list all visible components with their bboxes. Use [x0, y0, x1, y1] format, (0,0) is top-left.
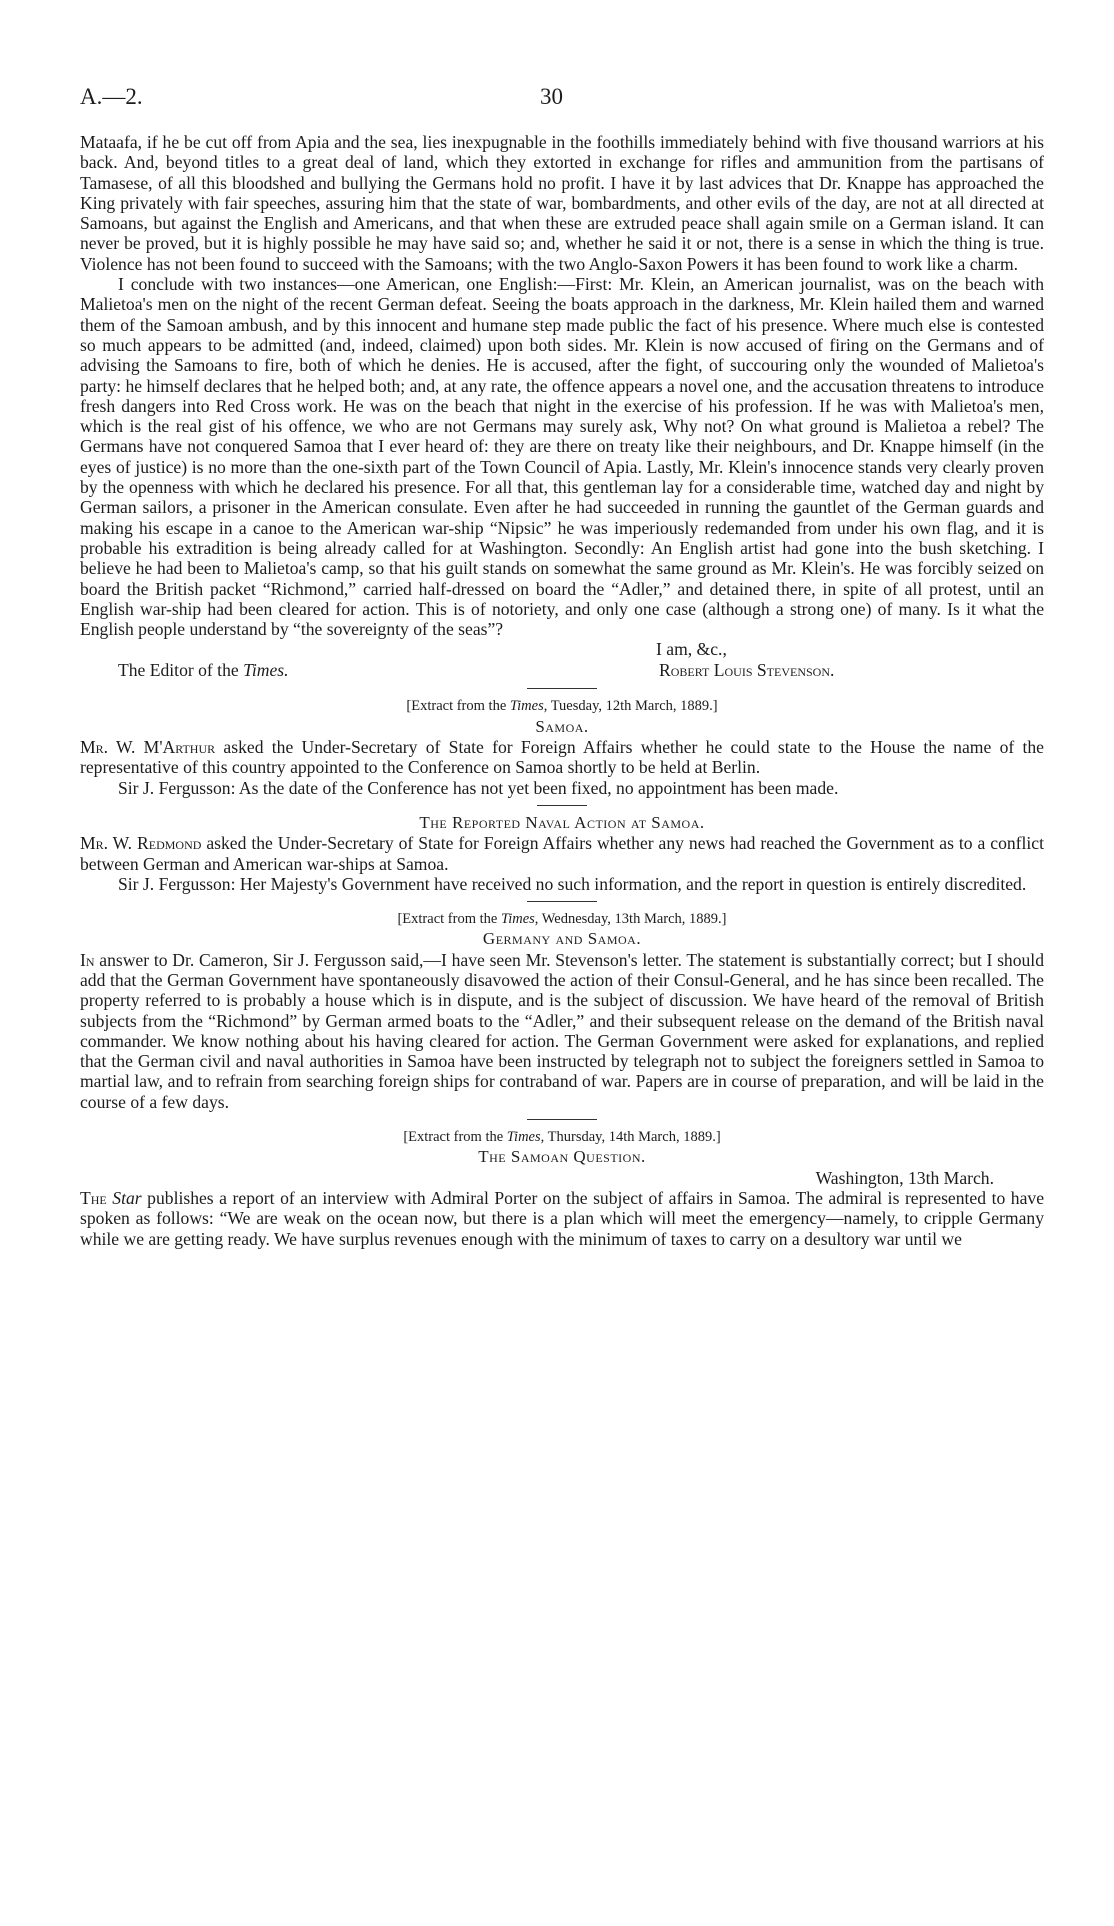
letter-paragraph-1: Mataafa, if he be cut off from Apia and the sea, lies inexpugnable in the foothills immediately behind with five thousand warriors at his back. And, beyond titles to a great deal of land, which they extorted in exchange for rifles and ammunition from the partisans of Tamasese, of all this bloodshed and bullying the Germans hold no profit. I have it by last advices that Dr. Knappe has approached the King privately with fair speeches, assuring him that the state of war, bombardments, and other evils of the day, are not at all directed at Samoans, but against the English and Americans, and that when these are extruded peace shall again smile on a German island. It can never be proved, but it is highly possible he may have said so; and, whether he said it or not, there is a sense in which the thing is true. Violence has not been found to succeed with the Samoans; with the two Anglo-Saxon Powers it has been found to work like a charm.	[80, 132, 1044, 274]
letter-signature: Robert Louis Stevenson.	[659, 660, 835, 681]
question-paragraph-2: Mr. W. Redmond asked the Under-Secretary of State for Foreign Affairs whether any news had reached the Government as to a conflict between German and American war-ships at Samoa.	[80, 833, 1045, 874]
question-paragraph-1: Mr. W. M'Arthur asked the Under-Secretary of State for Foreign Affairs whether he could state to the House the name of the representative of this country appointed to the Conference on Samoa shortly to be held at Berlin.	[80, 737, 1044, 778]
section-heading-samoa: Samoa.	[535, 716, 589, 736]
letter-closing: I am, &c.,	[656, 639, 727, 660]
extract-header-1: [Extract from the Times, Tuesday, 12th March, 1889.]	[406, 698, 718, 715]
statement-paragraph: In answer to Dr. Cameron, Sir J. Fergusson said,—I have seen Mr. Stevenson's letter. The statement is substantially correct; but I should add that the German Government have spontaneously disavowed the action of their Consul-General, and he has since been recalled. The property referred to is probably a house which is in dispute, and is the subject of discussion. We have heard of the removal of British subjects from the “Richmond” by German armed boats to the “Adler,” and their subsequent release on the demand of the British naval commander. We know nothing about his having cleared for action. The German Government were asked for explanations, and replied that the German civil and naval authorities in Samoa have been instructed by telegraph not to subject the foreigners settled in Samoa to martial law, and to refrain from searching foreign ships for contraband of war. Papers are in course of preparation, and will be laid in the course of a few days.	[80, 949, 1044, 1112]
extract-header-2: [Extract from the Times, Wednesday, 13th March, 1889.]	[397, 911, 727, 928]
extract-header-3: [Extract from the Times, Thursday, 14th March, 1889.]	[403, 1129, 721, 1146]
divider-rule	[527, 901, 597, 902]
answer-paragraph-2: Sir J. Fergusson: Her Majesty's Government have received no such information, and the report in question is entirely discredited.	[118, 873, 1027, 894]
page-identifier: A.—2.	[80, 84, 143, 109]
section-heading-germany-samoa: Germany and Samoa.	[482, 929, 642, 949]
divider-rule	[527, 1119, 597, 1120]
answer-paragraph-1: Sir J. Fergusson: As the date of the Conference has not yet been fixed, no appointment has been made.	[118, 777, 839, 798]
letter-closing-row	[80, 639, 1044, 660]
page-number: 30	[540, 84, 563, 109]
report-paragraph: The Star publishes a report of an interview with Admiral Porter on the subject of affairs in Samoa. The admiral is represented to have spoken as follows: “We are weak on the ocean now, but there is a plan which will meet the emergency—namely, to cripple Germany while we are getting ready. We have surplus revenues enough with the minimum of taxes to carry on a desultory war until we	[80, 1187, 1044, 1249]
letter-signature-row	[80, 660, 1044, 681]
divider-rule	[527, 688, 597, 689]
body-text	[80, 132, 1044, 1249]
section-heading-naval-action: The Reported Naval Action at Samoa.	[419, 812, 705, 832]
letter-paragraph-2: I conclude with two instances—one American, one English:—First: Mr. Klein, an American journalist, was on the beach with Malietoa's men on the night of the recent German defeat. Seeing the boats approach in the darkness, Mr. Klein hailed them and warned them of the Samoan ambush, and by this innocent and humane step made public the fact of his presence. Where much else is contested so much appears to be admitted (and, indeed, claimed) upon both sides. Mr. Klein is now accused of firing on the Germans and of advising the Samoans to fire, both of which he denies. He is accused, after the fight, of succouring only the wounded of Malietoa's party: he himself declares that he helped both; and, at any rate, the offence appears a novel one, and the accusation threatens to introduce fresh dangers into Red Cross work. He was on the beach that night in the exercise of his profession. If he was with Malietoa's men, which is the real gist of his offence, we who are not Germans may surely ask, Why not? On what ground is Malietoa a rebel? The Germans have not conquered Samoa that I ever heard of: they are there on treaty like their neighbours, and Dr. Knappe himself (in the eyes of justice) is no more than the one-sixth part of the Town Council of Apia. Lastly, Mr. Klein's innocence stands very clearly proven by the openness with which he declared his presence. For all that, this gentleman lay for a considerable time, watched day and night by German sailors, a prisoner in the American consulate. Even after he had succeeded in running the gauntlet of the German guards and making his escape in a canoe to the American war-ship “Nipsic” he was imperiously redemanded from under his own flag, and it is probable his extradition is being already called for at Washington. Secondly: An English artist had gone into the bush sketching. I believe he had been to Malietoa's camp, so that his guilt stands on somewhat the same ground as Mr. Klein's. He was forcibly seized on board the British packet “Richmond,” carried half-dressed on board the “Adler,” and detained there, in spite of all protest, until an English war-ship had been cleared for action. This is of notoriety, and only one case (although a strong one) of many. Is it what the English people understand by “the sovereignty of the seas”?	[80, 274, 1044, 640]
dateline: Washington, 13th March.	[815, 1167, 994, 1188]
letter-addressee: The Editor of the Times.	[118, 660, 289, 681]
section-heading-samoan-question: The Samoan Question.	[478, 1147, 646, 1167]
divider-rule	[537, 805, 587, 806]
running-head	[80, 84, 1035, 114]
